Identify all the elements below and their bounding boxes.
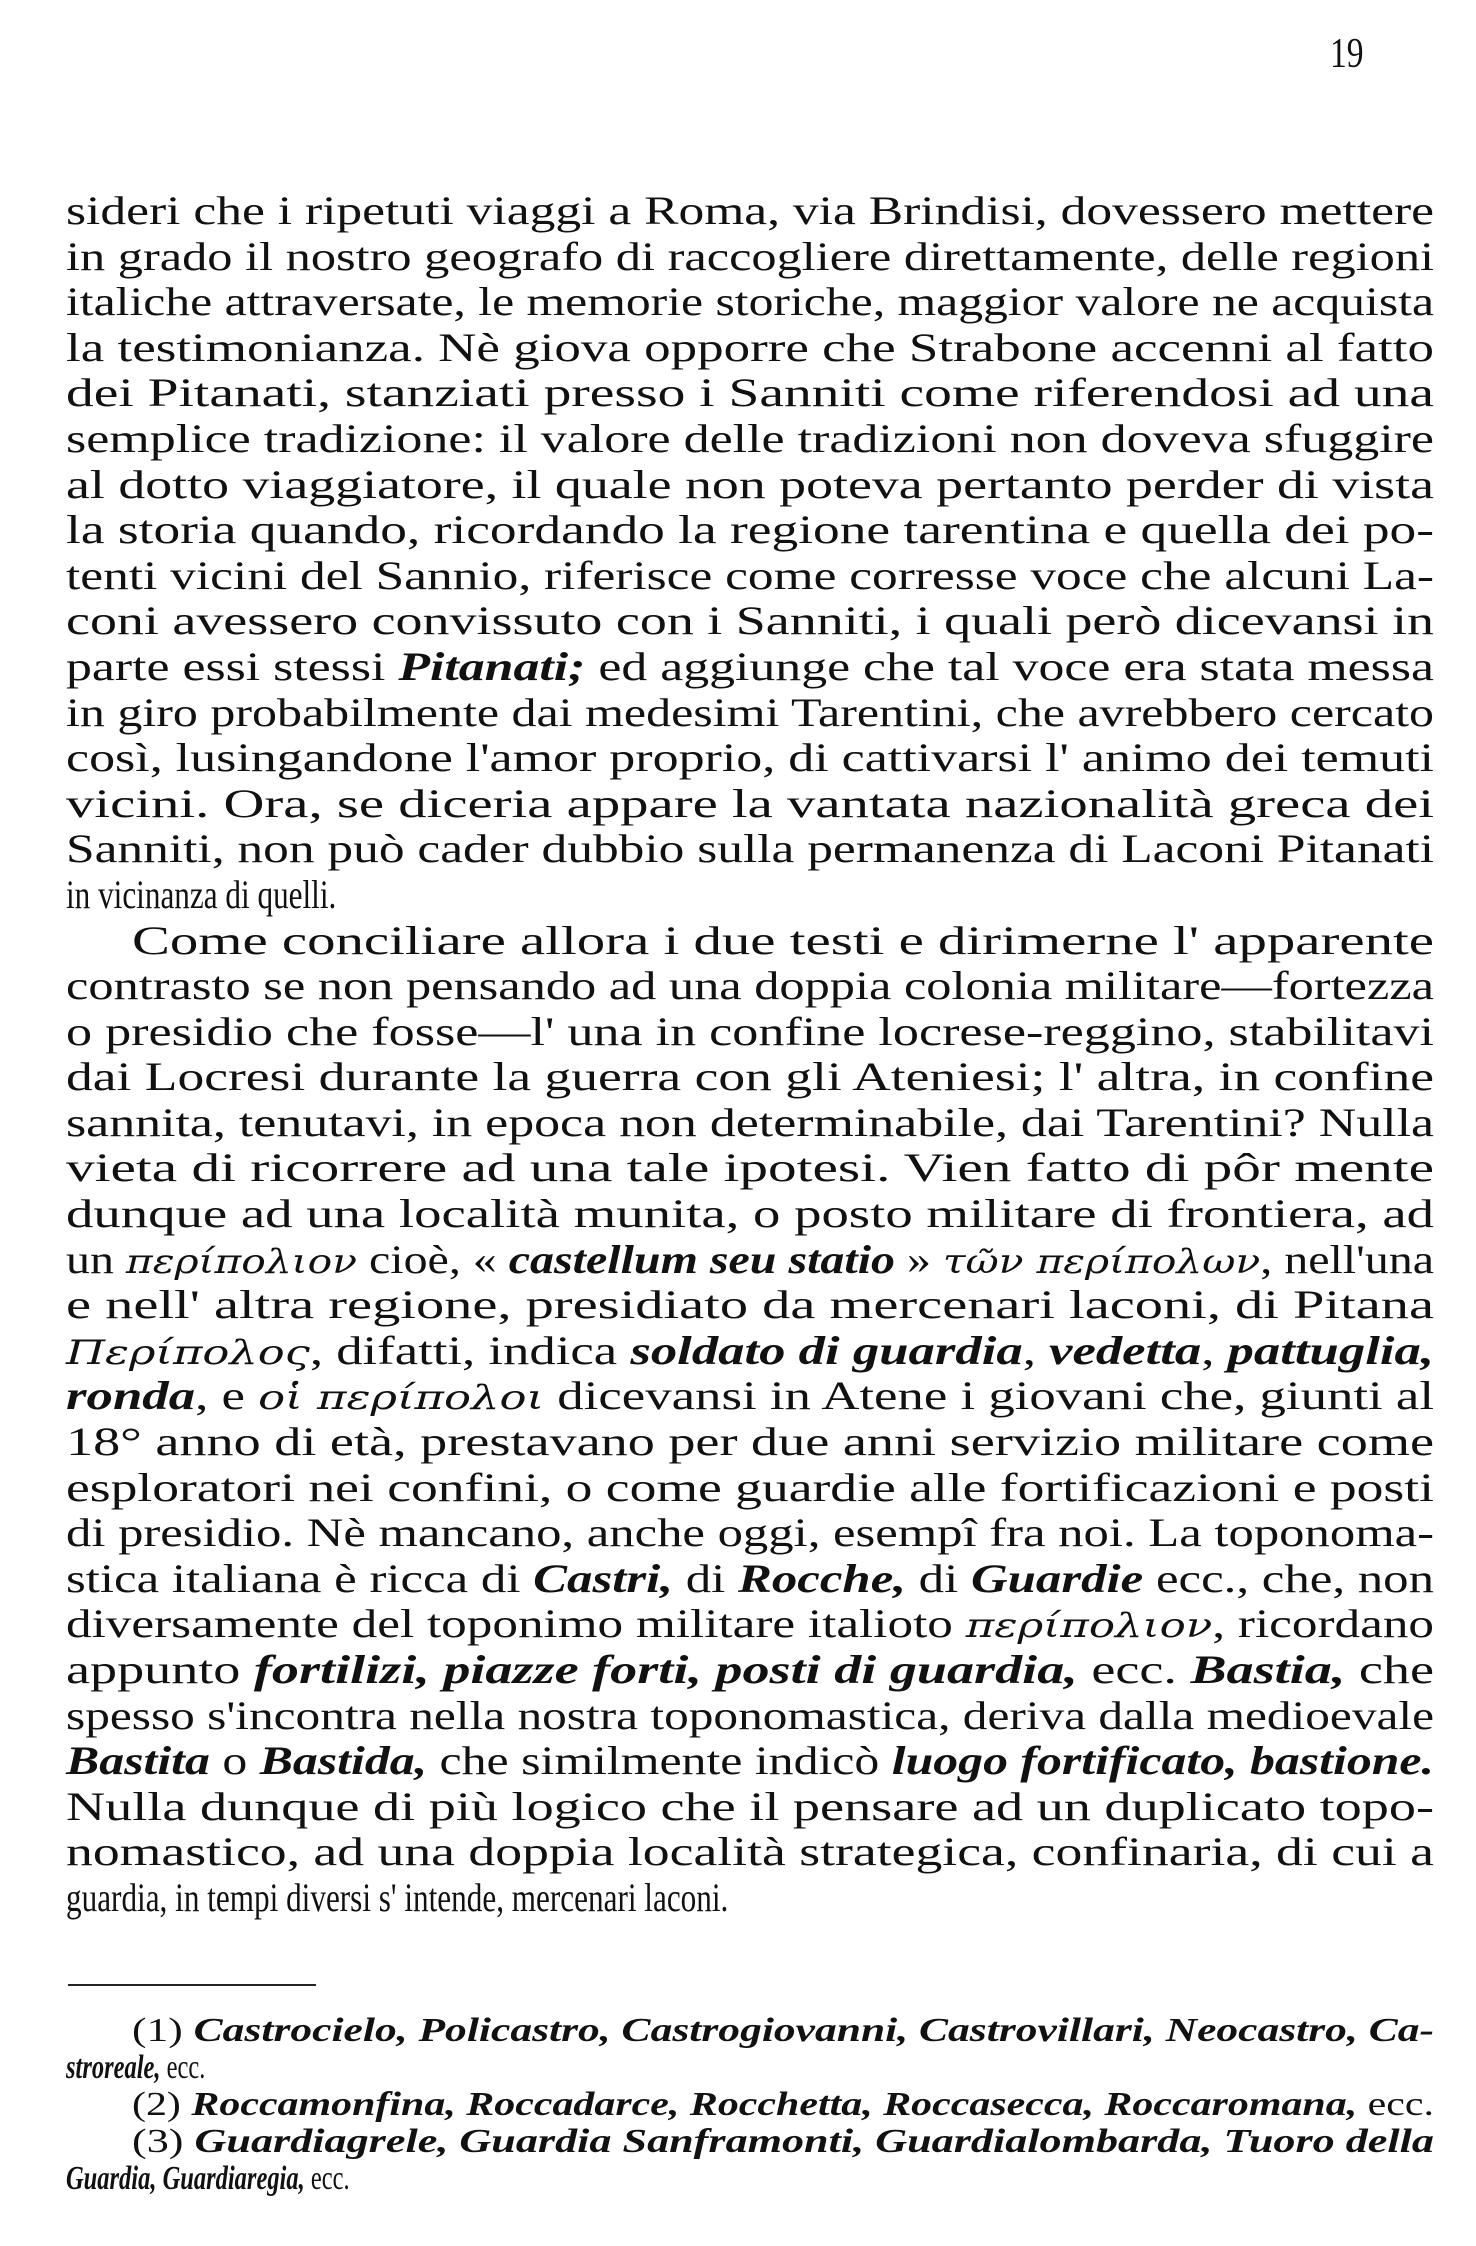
text-line-content — [66, 370, 1434, 416]
text-run: spesso s'incontra nella nostra toponomastica, deriva dalla medioevale — [66, 1692, 1434, 1738]
text-line-content — [66, 325, 1434, 371]
text-line — [66, 1145, 1434, 1191]
text-line-content — [66, 507, 1434, 553]
text-line-content — [66, 1784, 1434, 1830]
footnote-text: Guardiagrele, Guardia Sanframonti, Guardialombarda, Tuoro della — [194, 2123, 1435, 2160]
text-line — [66, 279, 1434, 325]
footnote-line — [66, 2086, 1434, 2123]
text-line-content — [66, 1829, 1434, 1875]
greek-run: Περίπολος — [66, 1332, 310, 1373]
text-line — [66, 1237, 1434, 1283]
text-run: italiche attraversate, le memorie storiche, maggior valore ne acquista — [66, 279, 1434, 325]
text-run: vicini. Ora, se diceria appare la vantata nazionalità greca dei — [66, 780, 1434, 826]
text-line-content — [66, 1601, 1434, 1650]
footnote-mark: (2) — [132, 2086, 192, 2123]
text-run: di — [905, 1555, 971, 1601]
italic-run: luogo fortificato, bastione. — [891, 1738, 1434, 1784]
italic-run: ronda — [66, 1373, 196, 1419]
text-run: Come conciliare allora i due testi e dirimerne l' apparente — [132, 917, 1434, 963]
text-run: ecc., che, non — [1143, 1555, 1435, 1601]
text-run: » — [895, 1236, 943, 1282]
text-line — [66, 1829, 1434, 1875]
text-run: al dotto viaggiatore, il quale non poteva pertanto perder di vista — [66, 461, 1434, 507]
text-line — [66, 963, 1434, 1009]
italic-run: Pitanati; — [398, 643, 586, 689]
text-line — [66, 507, 1434, 553]
text-run: parte essi stessi — [66, 643, 399, 689]
text-run: , ricordano — [1212, 1601, 1434, 1647]
footnote-text: stroreale, — [66, 2049, 161, 2086]
text-run: dicevansi in Atene i giovani che, giunti al — [544, 1373, 1434, 1419]
text-line — [66, 553, 1434, 599]
text-run: esploratori nei confini, o come guardie alle fortificazioni e posti — [66, 1464, 1434, 1510]
footnote-line — [66, 2123, 1434, 2160]
text-line — [66, 781, 1434, 827]
text-run: dai Locresi durante la guerra con gli Ateniesi; l' altra, in confine — [66, 1054, 1434, 1100]
italic-run: Bastia, — [1190, 1647, 1346, 1692]
text-line-content — [66, 1282, 1434, 1328]
italic-run: Bastida, — [259, 1738, 428, 1784]
greek-run: τῶν περίπολων — [942, 1241, 1261, 1282]
text-line — [66, 1647, 1434, 1693]
text-line-content — [66, 1875, 728, 1921]
footnote-text: Roccamonfina, Roccadarce, Rocchetta, Roccasecca, Roccaromana, — [191, 2086, 1358, 2123]
text-line — [66, 1009, 1434, 1055]
footnote-text: Guardia, Guardiaregia, — [66, 2160, 305, 2197]
italic-run: vedetta — [1049, 1327, 1202, 1373]
text-run: che similmente indicò — [427, 1738, 892, 1784]
footnote-line — [66, 2012, 1434, 2049]
text-line-content — [66, 279, 1434, 325]
text-run: guardia, in tempi diversi s' intende, mercenari laconi. — [66, 1874, 729, 1920]
text-run: dunque ad una località munita, o posto militare di frontiera, ad — [66, 1191, 1434, 1237]
text-line-content — [66, 1465, 1434, 1511]
text-line-content — [66, 462, 1434, 508]
text-run: , difatti, indica — [309, 1327, 631, 1373]
text-run: che — [1345, 1647, 1434, 1692]
text-line-content — [66, 1191, 1434, 1237]
page-number: 19 — [1330, 31, 1364, 77]
text-run: sannita, tenutavi, in epoca non determinabile, dai Tarentini? Nulla — [66, 1099, 1434, 1145]
text-line-content — [66, 1009, 1434, 1055]
text-run: in vicinanza di quelli. — [66, 871, 337, 917]
greek-run: περίπολιον — [125, 1241, 357, 1282]
footnote-text: Castrocielo, Policastro, Castrogiovanni, Castrovillari, Neocastro, Ca- — [193, 2012, 1435, 2049]
text-line — [66, 1556, 1434, 1602]
text-line — [66, 325, 1434, 371]
footnote-tail: ecc. — [304, 2160, 350, 2197]
text-run: un — [66, 1236, 126, 1282]
italic-run: Guardie — [970, 1555, 1144, 1601]
text-line-content — [66, 234, 1434, 280]
text-line-content — [66, 872, 336, 918]
text-line — [66, 188, 1434, 234]
text-line-content — [66, 781, 1434, 827]
text-run: e nell' altra regione, presidiato da mercenari laconi, di Pitana — [66, 1282, 1434, 1328]
text-line-content — [132, 918, 1434, 964]
text-line — [66, 1465, 1434, 1511]
text-line-content — [66, 1510, 1434, 1556]
text-run: così, lusingandone l'amor proprio, di cattivarsi l' animo dei temuti — [66, 735, 1434, 781]
text-run: di — [673, 1555, 738, 1601]
italic-run: Rocche, — [737, 1555, 906, 1601]
text-run: tenti vicini del Sannio, riferisce come corresse voce che alcuni La- — [66, 552, 1434, 598]
text-line-content — [66, 1237, 1434, 1286]
text-run: in grado il nostro geografo di raccogliere direttamente, delle regioni — [66, 233, 1434, 279]
footnote-rule — [68, 1984, 316, 1986]
text-run: , nell'una — [1260, 1236, 1434, 1282]
text-line — [66, 234, 1434, 280]
text-line — [66, 1191, 1434, 1237]
body-text — [66, 188, 1434, 1921]
text-line — [66, 1875, 1434, 1921]
text-line-content — [66, 1145, 1434, 1191]
text-line-content — [66, 644, 1434, 690]
text-line — [66, 1693, 1434, 1739]
text-line — [66, 1373, 1434, 1419]
text-line-content — [66, 553, 1434, 599]
text-line — [66, 598, 1434, 644]
text-run: 18° anno di età, prestavano per due anni servizio militare come — [66, 1419, 1434, 1465]
text-run: dei Pitanati, stanziati presso i Sanniti come riferendosi ad una — [66, 370, 1434, 416]
text-line — [66, 1419, 1434, 1465]
text-line-content — [66, 1738, 1434, 1784]
text-line — [66, 1738, 1434, 1784]
text-run: la testimonianza. Nè giova opporre che Strabone accenni al fatto — [66, 324, 1434, 370]
text-line — [66, 735, 1434, 781]
text-line-content — [66, 1693, 1434, 1739]
text-run: , — [1201, 1327, 1228, 1373]
text-run: , — [1022, 1327, 1050, 1373]
text-line-content — [66, 1328, 1434, 1377]
text-line-content — [66, 416, 1434, 462]
italic-run: soldato di guardia — [630, 1327, 1023, 1373]
text-line — [66, 690, 1434, 736]
text-run: in giro probabilmente dai medesimi Tarentini, che avrebbero cercato — [66, 689, 1434, 735]
text-line-content — [66, 188, 1434, 234]
footnote-tail: ecc. — [160, 2049, 206, 2086]
text-line-content — [66, 1647, 1434, 1693]
footnote-line — [66, 2160, 1434, 2197]
text-line — [66, 1784, 1434, 1830]
footnotes — [66, 2012, 1434, 2197]
text-line-content — [66, 1373, 1434, 1422]
italic-run: castellum seu statio — [508, 1236, 896, 1282]
text-line — [66, 872, 1434, 918]
text-line-content — [66, 735, 1434, 781]
text-line-content — [66, 1054, 1434, 1100]
text-run: o presidio che fosse—l' una in confine locrese-reggino, stabilitavi — [66, 1008, 1434, 1054]
text-line-content — [66, 963, 1434, 1009]
text-run: appunto — [66, 1647, 254, 1692]
text-run: , e — [195, 1373, 259, 1419]
text-run: o — [209, 1738, 260, 1784]
footnote-tail: ecc. — [1357, 2086, 1434, 2123]
text-run: diversamente del toponimo militare italioto — [66, 1601, 966, 1647]
text-run: contrasto se non pensando ad una doppia colonia militare—fortezza — [66, 963, 1434, 1009]
text-line — [66, 1601, 1434, 1647]
text-line — [66, 1510, 1434, 1556]
greek-run: περίπολιον — [965, 1606, 1213, 1647]
text-line — [66, 462, 1434, 508]
text-line — [66, 370, 1434, 416]
text-run: semplice tradizione: il valore delle tradizioni non doveva sfuggire — [66, 415, 1434, 461]
text-run: vieta di ricorrere ad una tale ipotesi. Vien fatto di pôr mente — [66, 1145, 1434, 1191]
text-line-content — [66, 826, 1434, 872]
text-line — [66, 416, 1434, 462]
footnote-mark: (3) — [132, 2123, 195, 2160]
text-line-content — [66, 1100, 1434, 1146]
text-line — [66, 644, 1434, 690]
text-run: ed aggiunge che tal voce era stata messa — [585, 643, 1434, 689]
italic-run: Castri, — [533, 1555, 674, 1601]
footnote-mark: (1) — [132, 2012, 194, 2049]
text-run: ecc. — [1077, 1647, 1191, 1692]
text-run: Nulla dunque di più logico che il pensare ad un duplicato topo- — [66, 1783, 1434, 1829]
text-run: sideri che i ripetuti viaggi a Roma, via Brindisi, dovessero mettere — [66, 188, 1435, 233]
text-line-content — [66, 1556, 1434, 1602]
text-run: cioè, « — [356, 1236, 509, 1282]
text-run: la storia quando, ricordando la regione tarentina e quella dei po- — [66, 507, 1434, 553]
text-run: stica italiana è ricca di — [66, 1555, 534, 1601]
text-line — [66, 1054, 1434, 1100]
text-run: Sanniti, non può cader dubbio sulla permanenza di Laconi Pitanati — [66, 826, 1434, 872]
text-line — [66, 1282, 1434, 1328]
text-run: di presidio. Nè mancano, anche oggi, esempî fra noi. La toponoma- — [66, 1510, 1434, 1556]
greek-run: οἱ περίπολοι — [258, 1378, 545, 1419]
italic-run: Bastita — [66, 1738, 210, 1784]
text-line — [66, 1328, 1434, 1374]
text-line — [66, 1100, 1434, 1146]
text-line — [66, 826, 1434, 872]
italic-run: pattuglia, — [1227, 1327, 1434, 1373]
footnote-line — [66, 2049, 1434, 2086]
text-line-content — [66, 690, 1434, 736]
italic-run: fortilizi, piazze forti, posti di guardia, — [253, 1647, 1078, 1692]
text-line — [66, 918, 1434, 964]
text-run: coni avessero convissuto con i Sanniti, i quali però dicevansi in — [66, 598, 1434, 644]
text-run: nomastico, ad una doppia località strategica, confinaria, di cui a — [66, 1829, 1434, 1875]
text-line-content — [66, 598, 1434, 644]
text-line-content — [66, 1419, 1434, 1465]
